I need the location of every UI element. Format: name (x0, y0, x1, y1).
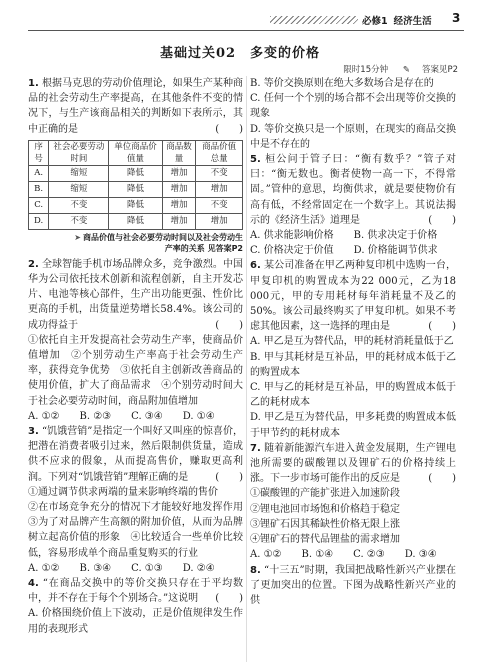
question-6: 6. 某公司准备在甲乙两种复印机中选购一台，甲复印机的购置成本为22 000元，乙为18 000元，甲的专用耗材每年消耗量不及乙的50%。该公司最终购买了甲复印机。如果不考虑其他因素，这一选择的理由是 ( ) A. 甲乙是互为替代品，甲的耗材消耗量低于乙 B. 甲与其耗材是互补品，甲的耗材成本低于乙的购置成本 C. 甲与乙的耗材是互补品，甲的购置成本低于乙的耗材成本 D. 甲乙是互为替代品，甲多耗费的购置成本低于甲节约的耗材成本 (250, 258, 456, 440)
answer-blank: ( ) (215, 471, 243, 483)
answer-blank: ( ) (428, 214, 456, 226)
q5-options-row: A. 供求能影响价格 B. 供求决定于价格 (250, 230, 438, 242)
q4-stem: “在商品交换中的等价交换只存在于平均数中，并不存在于每个个别场合。”这说明 (28, 578, 243, 605)
question-7: 7. 随着新能源汽车进入黄金发展期，生产锂电池所需要的碳酸锂以及锂矿石的价格持续上涨。下一步市场可能作出的反应是 ( ) ①碳酸锂的产能扩张进入加速阶段 ②锂电池回市场饱和价格趋于稳定 ③锂矿石因其稀缺性价格无限上涨 ④锂矿石的替代品锂盐的需求增加 A. ①② B. ①④ C. ②③ D. ③④ (250, 441, 456, 563)
table-header: 社会必要劳动时间 (49, 140, 109, 165)
q7-stem: 随着新能源汽车进入黄金发展期，生产锂电池所需要的碳酸锂以及锂矿石的价格持续上涨。下一步市场可能作出的反应是 (250, 442, 457, 485)
q2-options: A. ①② B. ②③ C. ③④ D. ①④ (28, 410, 215, 422)
question-5: 5. 桓公问于管子曰：“衡有数乎？”管子对曰：“衡无数也。衡者使物一高一下，不得常固。”管仲的意思，均衡供求，就是要使物价有高有低，不经常固定在一个数字上。其说法揭示的《经济生活》道理是 ( ) A. 供求能影响价格 B. 供求决定于价格 C. 价格决定于价值 D. 价格能调节供求 (250, 152, 456, 258)
q7-item: ②锂电池回市场饱和价格趋于稳定 (250, 503, 400, 515)
column-divider (246, 76, 247, 662)
answer-blank: ( ) (428, 321, 456, 333)
right-column (250, 76, 456, 608)
answer-reference: ✎ 答案见P2 (402, 65, 458, 75)
answer-blank: ( ) (215, 123, 243, 135)
table-header: 商品数量 (162, 140, 195, 165)
q1-table (28, 140, 243, 230)
q4-option-a: A. 价格围绕价值上下波动，正是价值规律发生作用的表现形式 (28, 608, 243, 635)
question-3: 3. “饥饿营销”是指定一个叫好又叫座的惊喜价，把潜在消费者吸引过来，然后限制供货量，造成供不应求的假象，从而提高售价，赚取更高利润。下列对“饥饿营销”理解正确的是 ( ) ①通过调节供求两端的量来影响终端的售价 ②在市场竞争充分的情况下才能较好地发挥作用 ③为了对品牌产生高额的附加价值，从而为品牌树立起高价值的形象 ④比较适合一些单价比较低，容易形成单个商品重复购买的行业 A. ①② B. ③④ C. ①③ D. ②④ (28, 424, 243, 576)
q7-item: ④锂矿石的替代品锂盐的需求增加 (250, 534, 400, 546)
q3-item: ①通过调节供求两端的量来影响终端的售价 (28, 486, 218, 498)
q2-items: ①依托自主开发提高社会劳动生产率，使商品价值增加 ②个别劳动生产率高于社会劳动生产率，获得竞争优势 ③依托自主创新改善商品的使用价值，扩大了商品需求 ④个别劳动时间大于社会必要劳动时间，商品附加值增加 (28, 334, 243, 407)
q4-option-b: B. 等价交换原则在绝大多数场合是存在的 (250, 78, 434, 89)
table-row: C. 不变 降低 增加 不变 (29, 197, 243, 213)
page-title: 基础过关02 多变的价格 (159, 46, 321, 61)
question-2: 2. 全球智能手机市场品牌众多，竞争激烈。中国华为公司依托技术创新和流程创新，自主开发芯片、电池等核心部件，生产出功能更强、性价比更高的手机，出货量逆势增长58.4%。该公司的成功得益于 ( ) ①依托自主开发提高社会劳动生产率，使商品价值增加 ②个别劳动生产率高于社会劳动生产率，获得竞争优势 ③依托自主创新改善商品的使用价值，扩大了商品需求 ④个别劳动时间大于社会必要劳动时间，商品附加值增加 A. ①② B. ②③ C. ③④ D. ①④ (28, 257, 243, 424)
q1-note: ➤ 商品价值与社会必要劳动时间以及社会劳动生 产率的关系 见答案P2 (74, 232, 243, 253)
q5-options-row: C. 价格决定于价值 D. 价格能调节供求 (250, 245, 438, 257)
table-row: A. 缩短 降低 增加 不变 (29, 165, 243, 181)
answer-blank: ( ) (215, 593, 243, 605)
q6-option-c: C. 甲与乙的耗材是互补品，甲的购置成本低于乙的耗材成本 (250, 382, 456, 409)
question-4-continued (250, 76, 456, 152)
question-4: 4. “在商品交换中的等价交换只存在于平均数中，并不存在于每个个别场合。”这说明 ( ) A. 价格围绕价值上下波动，正是价值规律发生作用的表现形式 (28, 576, 243, 637)
q7-item: ①碳酸锂的产能扩张进入加速阶段 (250, 488, 400, 500)
q3-item: ②在市场竞争充分的情况下才能较好地发挥作用 ③为了对品牌产生高额的附加价值，从而为品牌树立起高价值的形象 ④比较适合一些单价比较低，容易形成单个商品重复购买的行业 (28, 502, 253, 559)
time-and-answer-info (343, 63, 458, 75)
table-header: 商品价值总量 (196, 140, 243, 165)
q8-stem: “十三五”时期，我国把战略性新兴产业摆在了更加突出的位置。下图为战略性新兴产业的供 (250, 564, 456, 606)
header-stripes (270, 16, 358, 24)
answer-blank: ( ) (215, 319, 243, 331)
q4-option-c: C. 任何一个个别的场合都不会出现等价交换的现象 (250, 93, 456, 120)
answer-blank: ( ) (428, 473, 456, 485)
q2-stem: 全球智能手机市场品牌众多，竞争激烈。中国华为公司依托技术创新和流程创新，自主开发芯片、电池等核心部件，生产出功能更强、性价比更高的手机，出货量逆势增长58.4%。该公司的成功得益于 (28, 258, 243, 331)
q4-option-d: D. 等价交换只是一个原则，在现实的商品交换中是不存在的 (250, 123, 456, 150)
q7-options: A. ①② B. ①④ C. ②③ D. ③④ (250, 549, 437, 561)
q3-stem: “饥饿营销”是指定一个叫好又叫座的惊喜价，把潜在消费者吸引过来，然后限制供货量，造成供不应求的假象，从而提高售价，赚取更高利润。下列对“饥饿营销”理解正确的是 (28, 426, 243, 483)
q1-stem: 根据马克思的劳动价值理论，如果生产某种商品的社会劳动生产率提高，在其他条件不变的情况下，与生产该商品相关的判断如下表所示，其中正确的是 (28, 78, 243, 135)
q3-options: A. ①② B. ③④ C. ①③ D. ②④ (28, 562, 215, 574)
table-row: D. 不变 降低 增加 增加 (29, 213, 243, 229)
q7-item: ③锂矿石因其稀缺性价格无限上涨 (250, 518, 400, 530)
q6-option-a: A. 甲乙是互为替代品，甲的耗材消耗量低于乙 (250, 336, 454, 348)
page-header (0, 0, 480, 34)
arrow-icon: ➤ (74, 232, 81, 242)
table-header: 序号 (29, 140, 49, 165)
header-rule (28, 30, 464, 31)
q6-option-d: D. 甲乙是互为替代品，甲多耗费的购置成本低于甲节约的耗材成本 (250, 412, 456, 439)
left-column (28, 76, 253, 637)
table-header: 单位商品价值量 (109, 140, 162, 165)
question-8: 8. “十三五”时期，我国把战略性新兴产业摆在了更加突出的位置。下图为战略性新兴产业的供 (250, 564, 456, 606)
q6-option-b: B. 甲与其耗材是互补品，甲的耗材成本低于乙的购置成本 (250, 351, 456, 378)
table-row: B. 缩短 降低 增加 增加 (29, 181, 243, 197)
pencil-icon: ✎ (402, 65, 410, 75)
time-limit: 限时15分钟 (343, 65, 389, 75)
page-number: 3 (452, 11, 461, 25)
question-1: 1. 根据马克思的劳动价值理论，如果生产某种商品的社会劳动生产率提高，在其他条件不变的情况下，与生产该商品相关的判断如下表所示，其中正确的是 ( ) 序号 社会必要劳动时间 单位商品价值量 商品数量 商品价值总量 A. 缩短 降低 增加 不变 B. 缩短 降低 增加 增加 C. 不变 降低 增加 不变 D. 不变 降低 增加 增加 ➤ 商品价值与社会必要劳动时间以及社会劳动生 产率的关系 见答案P2 (28, 78, 243, 253)
q5-stem: 桓公问于管子曰：“衡有数乎？”管子对曰：“衡无数也。衡者使物一高一下，不得常固。”管仲的意思，均衡供求，就是要使物价有高有低，不经常固定在一个数字上。其说法揭示的《经济生活》道理是 (250, 154, 456, 226)
q6-stem: 某公司准备在甲乙两种复印机中选购一台，甲复印机的购置成本为22 000元，乙为18 000元，甲的专用耗材每年消耗量不及乙的50%。该公司最终购买了甲复印机。如果不考虑其他因素，这一选择的理由是 (250, 260, 457, 333)
book-label: 必修1 经济生活 (362, 16, 432, 27)
